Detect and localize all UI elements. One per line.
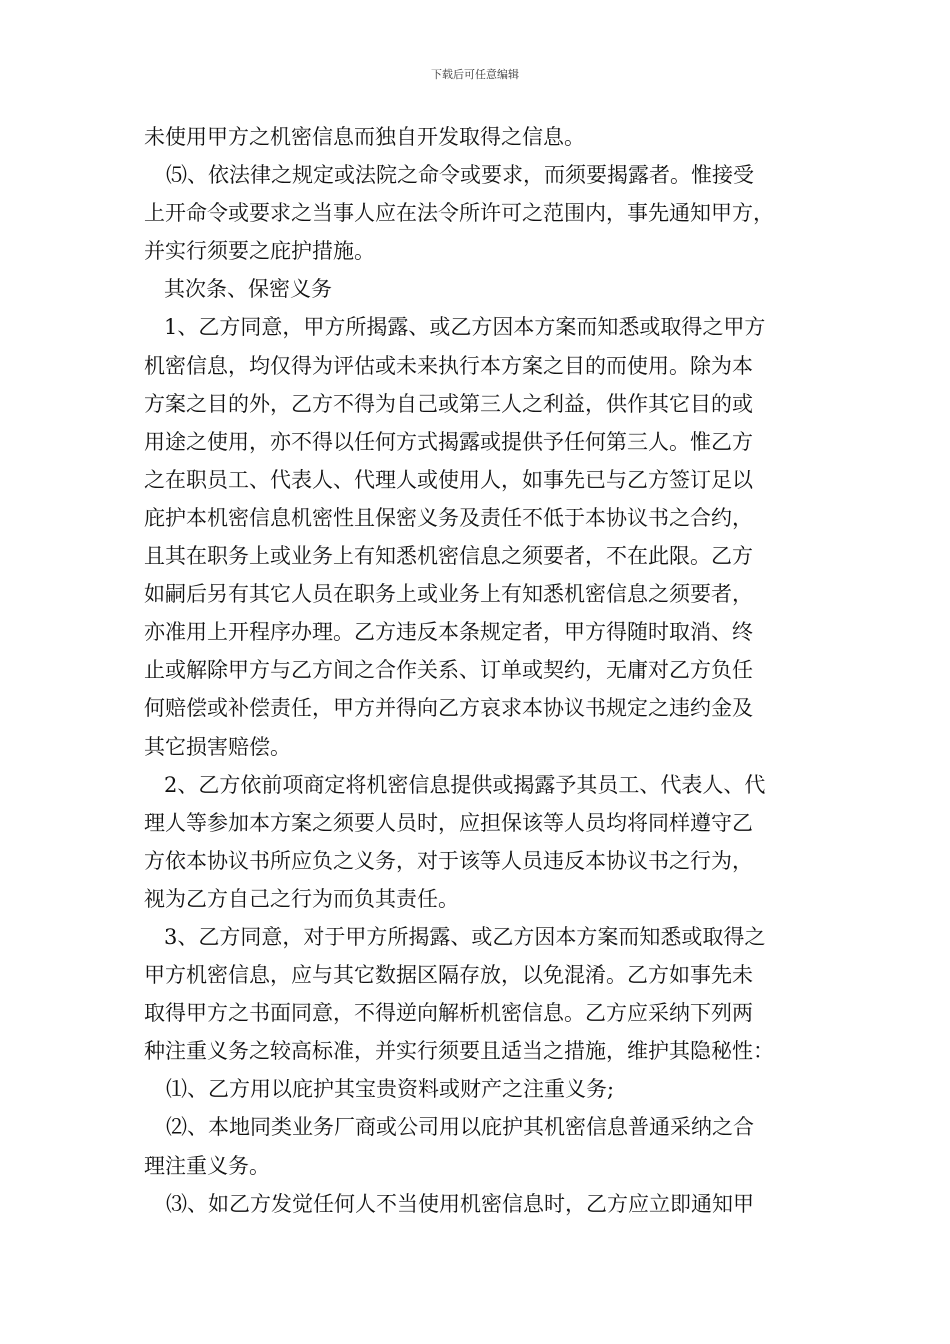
text-line: 庇护本机密信息机密性且保密义务及责任不低于本协议书之合约，: [144, 505, 753, 530]
text-line: 用途之使用，亦不得以任何方式揭露或提供予任何第三人。惟乙方: [144, 429, 753, 454]
text-line: 上开命令或要求之当事人应在法令所许可之范围内，事先通知甲方，: [144, 201, 774, 226]
item-2-line: 2、乙方依前项商定将机密信息提供或揭露予其员工、代表人、代: [164, 772, 766, 797]
item-1-line: 1、乙方同意，甲方所揭露、或乙方因本方案而知悉或取得之甲方: [164, 315, 766, 340]
text-line: 种注重义务之较高标准，并实行须要且适当之措施，维护其隐秘性：: [144, 1039, 774, 1064]
text-line: 理注重义务。: [144, 1153, 270, 1178]
subclause-1-line: ⑴、乙方用以庇护其宝贵资料或财产之注重义务;: [166, 1077, 615, 1102]
text-line: 机密信息，均仅得为评估或未来执行本方案之目的而使用。除为本: [144, 353, 753, 378]
text-line: 理人等参加本方案之须要人员时，应担保该等人员均将同样遵守乙: [144, 810, 753, 835]
item-3-line: 3、乙方同意，对于甲方所揭露、或乙方因本方案而知悉或取得之: [164, 924, 766, 949]
text-line: 之在职员工、代表人、代理人或使用人，如事先已与乙方签订足以: [144, 467, 753, 492]
document-body: [144, 118, 812, 1223]
text-line: 方案之目的外，乙方不得为自己或第三人之利益，供作其它目的或: [144, 391, 753, 416]
text-line: 方依本协议书所应负之义务，对于该等人员违反本协议书之行为，: [144, 848, 753, 873]
text-line: 并实行须要之庇护措施。: [144, 239, 375, 264]
text-line: 其它损害赔偿。: [144, 734, 291, 759]
text-line: 甲方机密信息，应与其它数据区隔存放，以免混淆。乙方如事先未: [144, 963, 753, 988]
subclause-2-line: ⑵、本地同类业务厂商或公司用以庇护其机密信息普通采纳之合: [166, 1115, 754, 1140]
subclause-3-line: ⑶、如乙方发觉任何人不当使用机密信息时，乙方应立即通知甲: [166, 1191, 754, 1216]
clause-5-line: ⑸、依法律之规定或法院之命令或要求，而须要揭露者。惟接受: [166, 163, 754, 188]
text-line: 且其在职务上或业务上有知悉机密信息之须要者，不在此限。乙方: [144, 544, 753, 569]
text-line: 视为乙方自己之行为而负其责任。: [144, 886, 459, 911]
text-line: 取得甲方之书面同意，不得逆向解析机密信息。乙方应采纳下列两: [144, 1001, 753, 1026]
text-line: 何赔偿或补偿责任，甲方并得向乙方哀求本协议书规定之违约金及: [144, 696, 753, 721]
text-line: 如嗣后另有其它人员在职务上或业务上有知悉机密信息之须要者，: [144, 582, 753, 607]
section-heading: 其次条、保密义务: [164, 277, 332, 302]
text-line: 亦准用上开程序办理。乙方违反本条规定者，甲方得随时取消、终: [144, 620, 753, 645]
text-line: 未使用甲方之机密信息而独自开发取得之信息。: [144, 125, 585, 149]
text-line: 止或解除甲方与乙方间之合作关系、订单或契约，无庸对乙方负任: [144, 658, 753, 683]
page-header: 下载后可任意编辑: [431, 68, 519, 81]
